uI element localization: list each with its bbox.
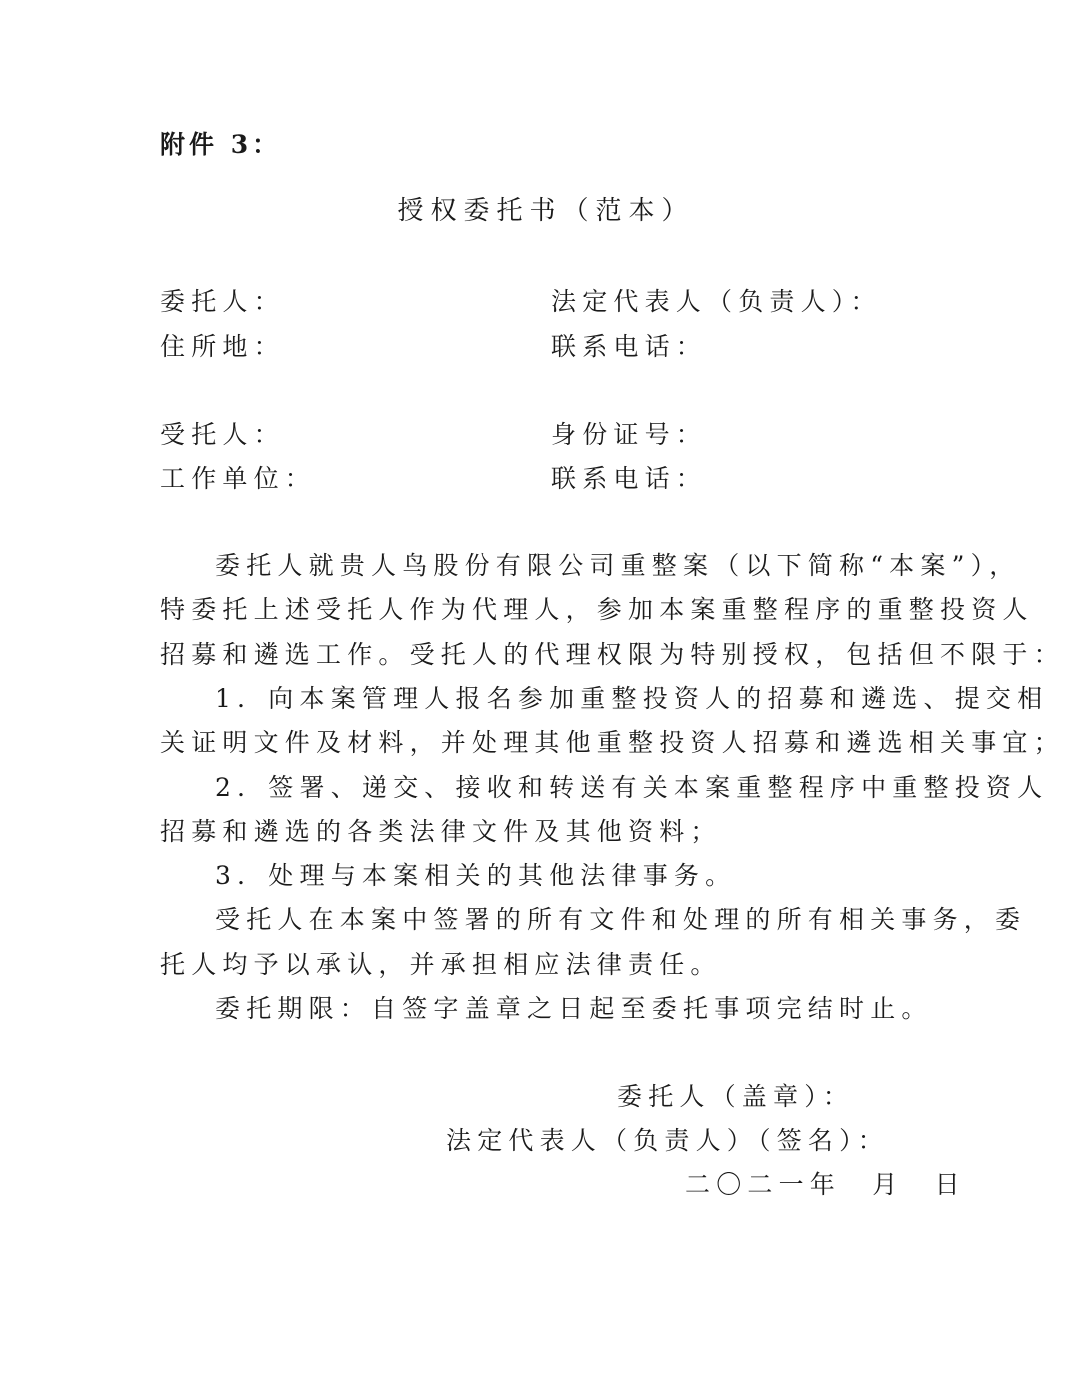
- acknowledgement-line: 托人均予以承认，并承担相应法律责任。: [160, 950, 722, 979]
- work-unit-label: 工作单位：: [160, 464, 317, 493]
- authority-item-2: 2．签署、递交、接收和转送有关本案重整程序中重整投资人: [215, 773, 1049, 802]
- address-label: 住所地：: [160, 332, 285, 361]
- principal-label: 委托人：: [160, 287, 285, 316]
- intro-line: 委托人就贵人鸟股份有限公司重整案（以下简称“本案”），: [215, 551, 1021, 580]
- acknowledgement-line: 受托人在本案中签署的所有文件和处理的所有相关事务，委: [215, 905, 1027, 934]
- principal-seal-label: 委托人（盖章）：: [617, 1082, 855, 1111]
- agent-label: 受托人：: [160, 420, 285, 449]
- intro-line: 招募和遴选工作。受托人的代理权限为特别授权，包括但不限于：: [160, 640, 1065, 669]
- authority-item-1: 1．向本案管理人报名参加重整投资人的招募和遴选、提交相: [215, 684, 1049, 713]
- document-title: 授权委托书（范本）: [397, 196, 695, 226]
- date-line: 二〇二一年 月 日: [685, 1170, 966, 1199]
- legal-representative-label: 法定代表人（负责人）：: [551, 287, 882, 316]
- principal-phone-label: 联系电话：: [551, 332, 708, 361]
- authority-item-3: 3．处理与本案相关的其他法律事务。: [215, 861, 737, 890]
- agent-phone-label: 联系电话：: [551, 464, 708, 493]
- attachment-label: 附件 3：: [160, 130, 282, 159]
- id-number-label: 身份证号：: [551, 420, 708, 449]
- authority-item-2-cont: 招募和遴选的各类法律文件及其他资料；: [160, 817, 722, 846]
- intro-line: 特委托上述受托人作为代理人，参加本案重整程序的重整投资人: [160, 595, 1034, 624]
- legal-rep-signature-label: 法定代表人（负责人）（签名）：: [446, 1126, 890, 1155]
- entrustment-term: 委托期限：自签字盖章之日起至委托事项完结时止。: [215, 994, 933, 1023]
- authority-item-1-cont: 关证明文件及材料，并处理其他重整投资人招募和遴选相关事宜；: [160, 728, 1065, 757]
